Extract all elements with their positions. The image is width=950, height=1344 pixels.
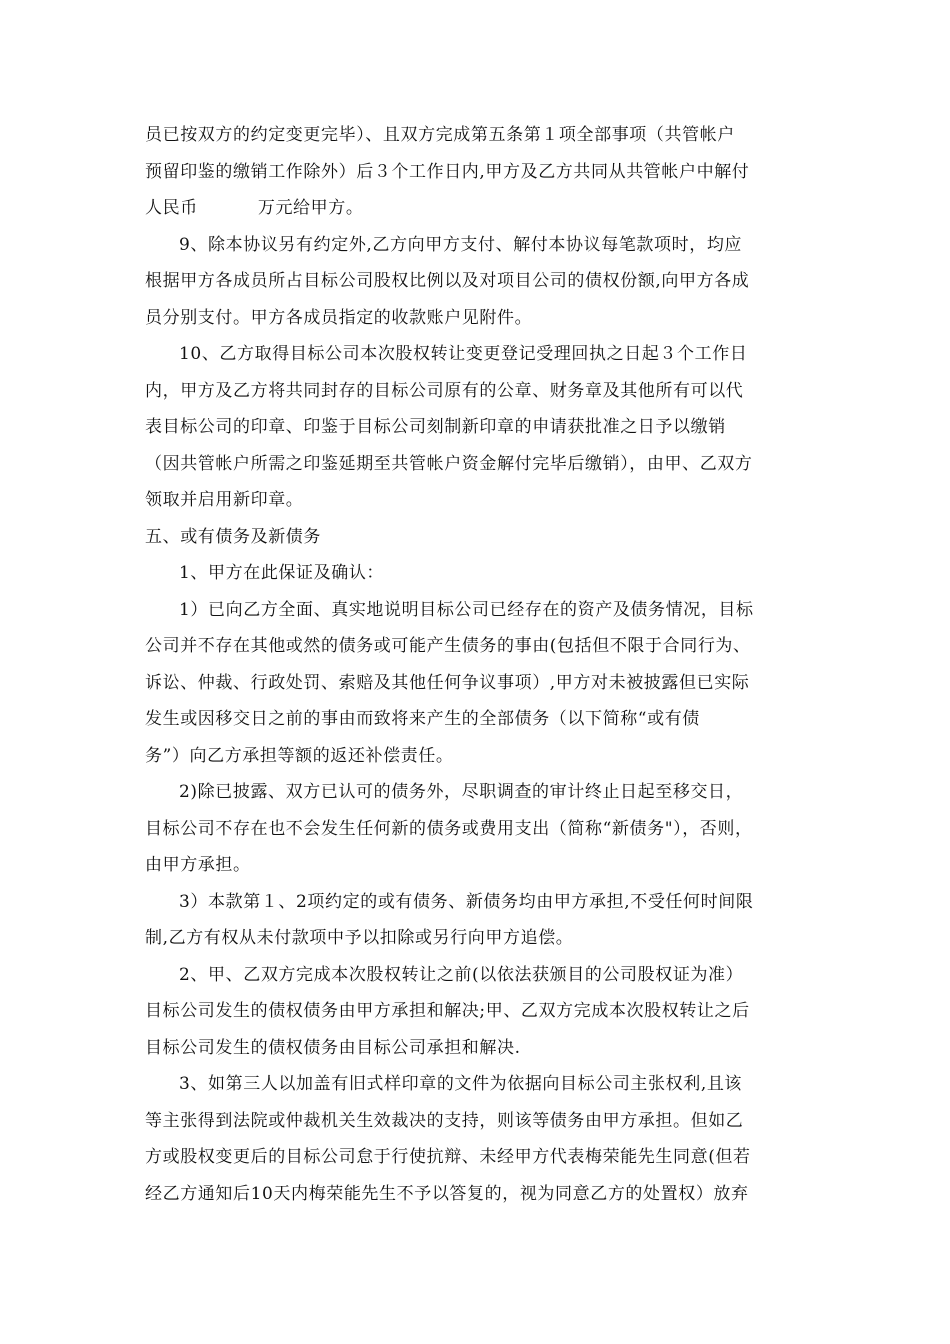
text-line: 等主张得到法院或仲裁机关生效裁决的支持，则该等债务由甲方承担。但如乙 [145, 1110, 744, 1131]
text-line: 制,乙方有权从未付款项中予以扣除或另行向甲方追偿。 [145, 928, 574, 948]
text-line: 人民币 万元给甲方。 [145, 198, 364, 218]
text-line: 目标公司发生的债权债务由甲方承担和解决;甲、乙双方完成本次股权转让之后 [145, 1001, 750, 1021]
subclause-1-line: 1）已向乙方全面、真实地说明目标公司已经存在的资产及债务情况，目标 [179, 599, 754, 620]
text-line: 目标公司不存在也不会发生任何新的债务或费用支出（简称“新债务"），否则， [145, 818, 753, 839]
text-line: 务”）向乙方承担等额的返还补偿责任。 [145, 745, 454, 766]
clause-3-line: 3、如第三人以加盖有旧式样印章的文件为依据向目标公司主张权利,且该 [179, 1074, 743, 1094]
text-line: 员分别支付。甲方各成员指定的收款账户见附件。 [145, 307, 533, 328]
clause-1-line: 1、甲方在此保证及确认： [179, 563, 385, 583]
document-page [145, 117, 809, 1212]
clause-10-line: 10、乙方取得目标公司本次股权转让变更登记受理回执之日起３个工作日 [179, 344, 748, 364]
subclause-3-line: 3）本款第１、2项约定的或有债务、新债务均由甲方承担,不受任何时间限 [179, 891, 754, 912]
subclause-2-line: 2)除已披露、双方已认可的债务外，尽职调查的审计终止日起至移交日， [179, 782, 744, 802]
text-line: 目标公司发生的债权债务由目标公司承担和解决. [145, 1037, 521, 1058]
text-line: 经乙方通知后10天内梅荣能先生不予以答复的，视为同意乙方的处置权）放弃 [145, 1183, 749, 1204]
text-line: 诉讼、仲裁、行政处罚、索赔及其他任何争议事项）,甲方对未被披露但已实际 [145, 672, 750, 693]
clause-2-line: 2、甲、乙双方完成本次股权转让之前(以依法获颁目的公司股权证为准） [179, 964, 744, 985]
text-line: 内，甲方及乙方将共同封存的目标公司原有的公章、财务章及其他所有可以代 [145, 380, 744, 401]
text-line: 公司并不存在其他或然的债务或可能产生债务的事由(包括但不限于合同行为、 [145, 636, 751, 656]
clause-9-line: 9、除本协议另有约定外,乙方向甲方支付、解付本协议每笔款项时，均应 [179, 234, 743, 255]
text-line: 由甲方承担。 [145, 855, 251, 875]
section-heading: 五、或有债务及新债务 [145, 526, 321, 547]
text-line: （因共管帐户所需之印鉴延期至共管帐户资金解付完毕后缴销），由甲、乙双方 [145, 453, 753, 474]
text-line: 领取并启用新印章。 [145, 490, 304, 510]
text-line: 根据甲方各成员所占目标公司股权比例以及对项目公司的债权份额,向甲方各成 [145, 271, 750, 291]
text-line: 预留印鉴的缴销工作除外）后３个工作日内,甲方及乙方共同从共管帐户中解付 [145, 161, 750, 182]
text-line: 发生或因移交日之前的事由而致将来产生的全部债务（以下简称“或有债 [145, 709, 700, 729]
text-line: 方或股权变更后的目标公司怠于行使抗辩、未经甲方代表梅荣能先生同意(但若 [145, 1147, 751, 1167]
text-line: 员已按双方的约定变更完毕）、且双方完成第五条第１项全部事项（共管帐户 [145, 125, 735, 145]
text-line: 表目标公司的印章、印鉴于目标公司刻制新印章的申请获批准之日予以缴销 [145, 417, 726, 437]
